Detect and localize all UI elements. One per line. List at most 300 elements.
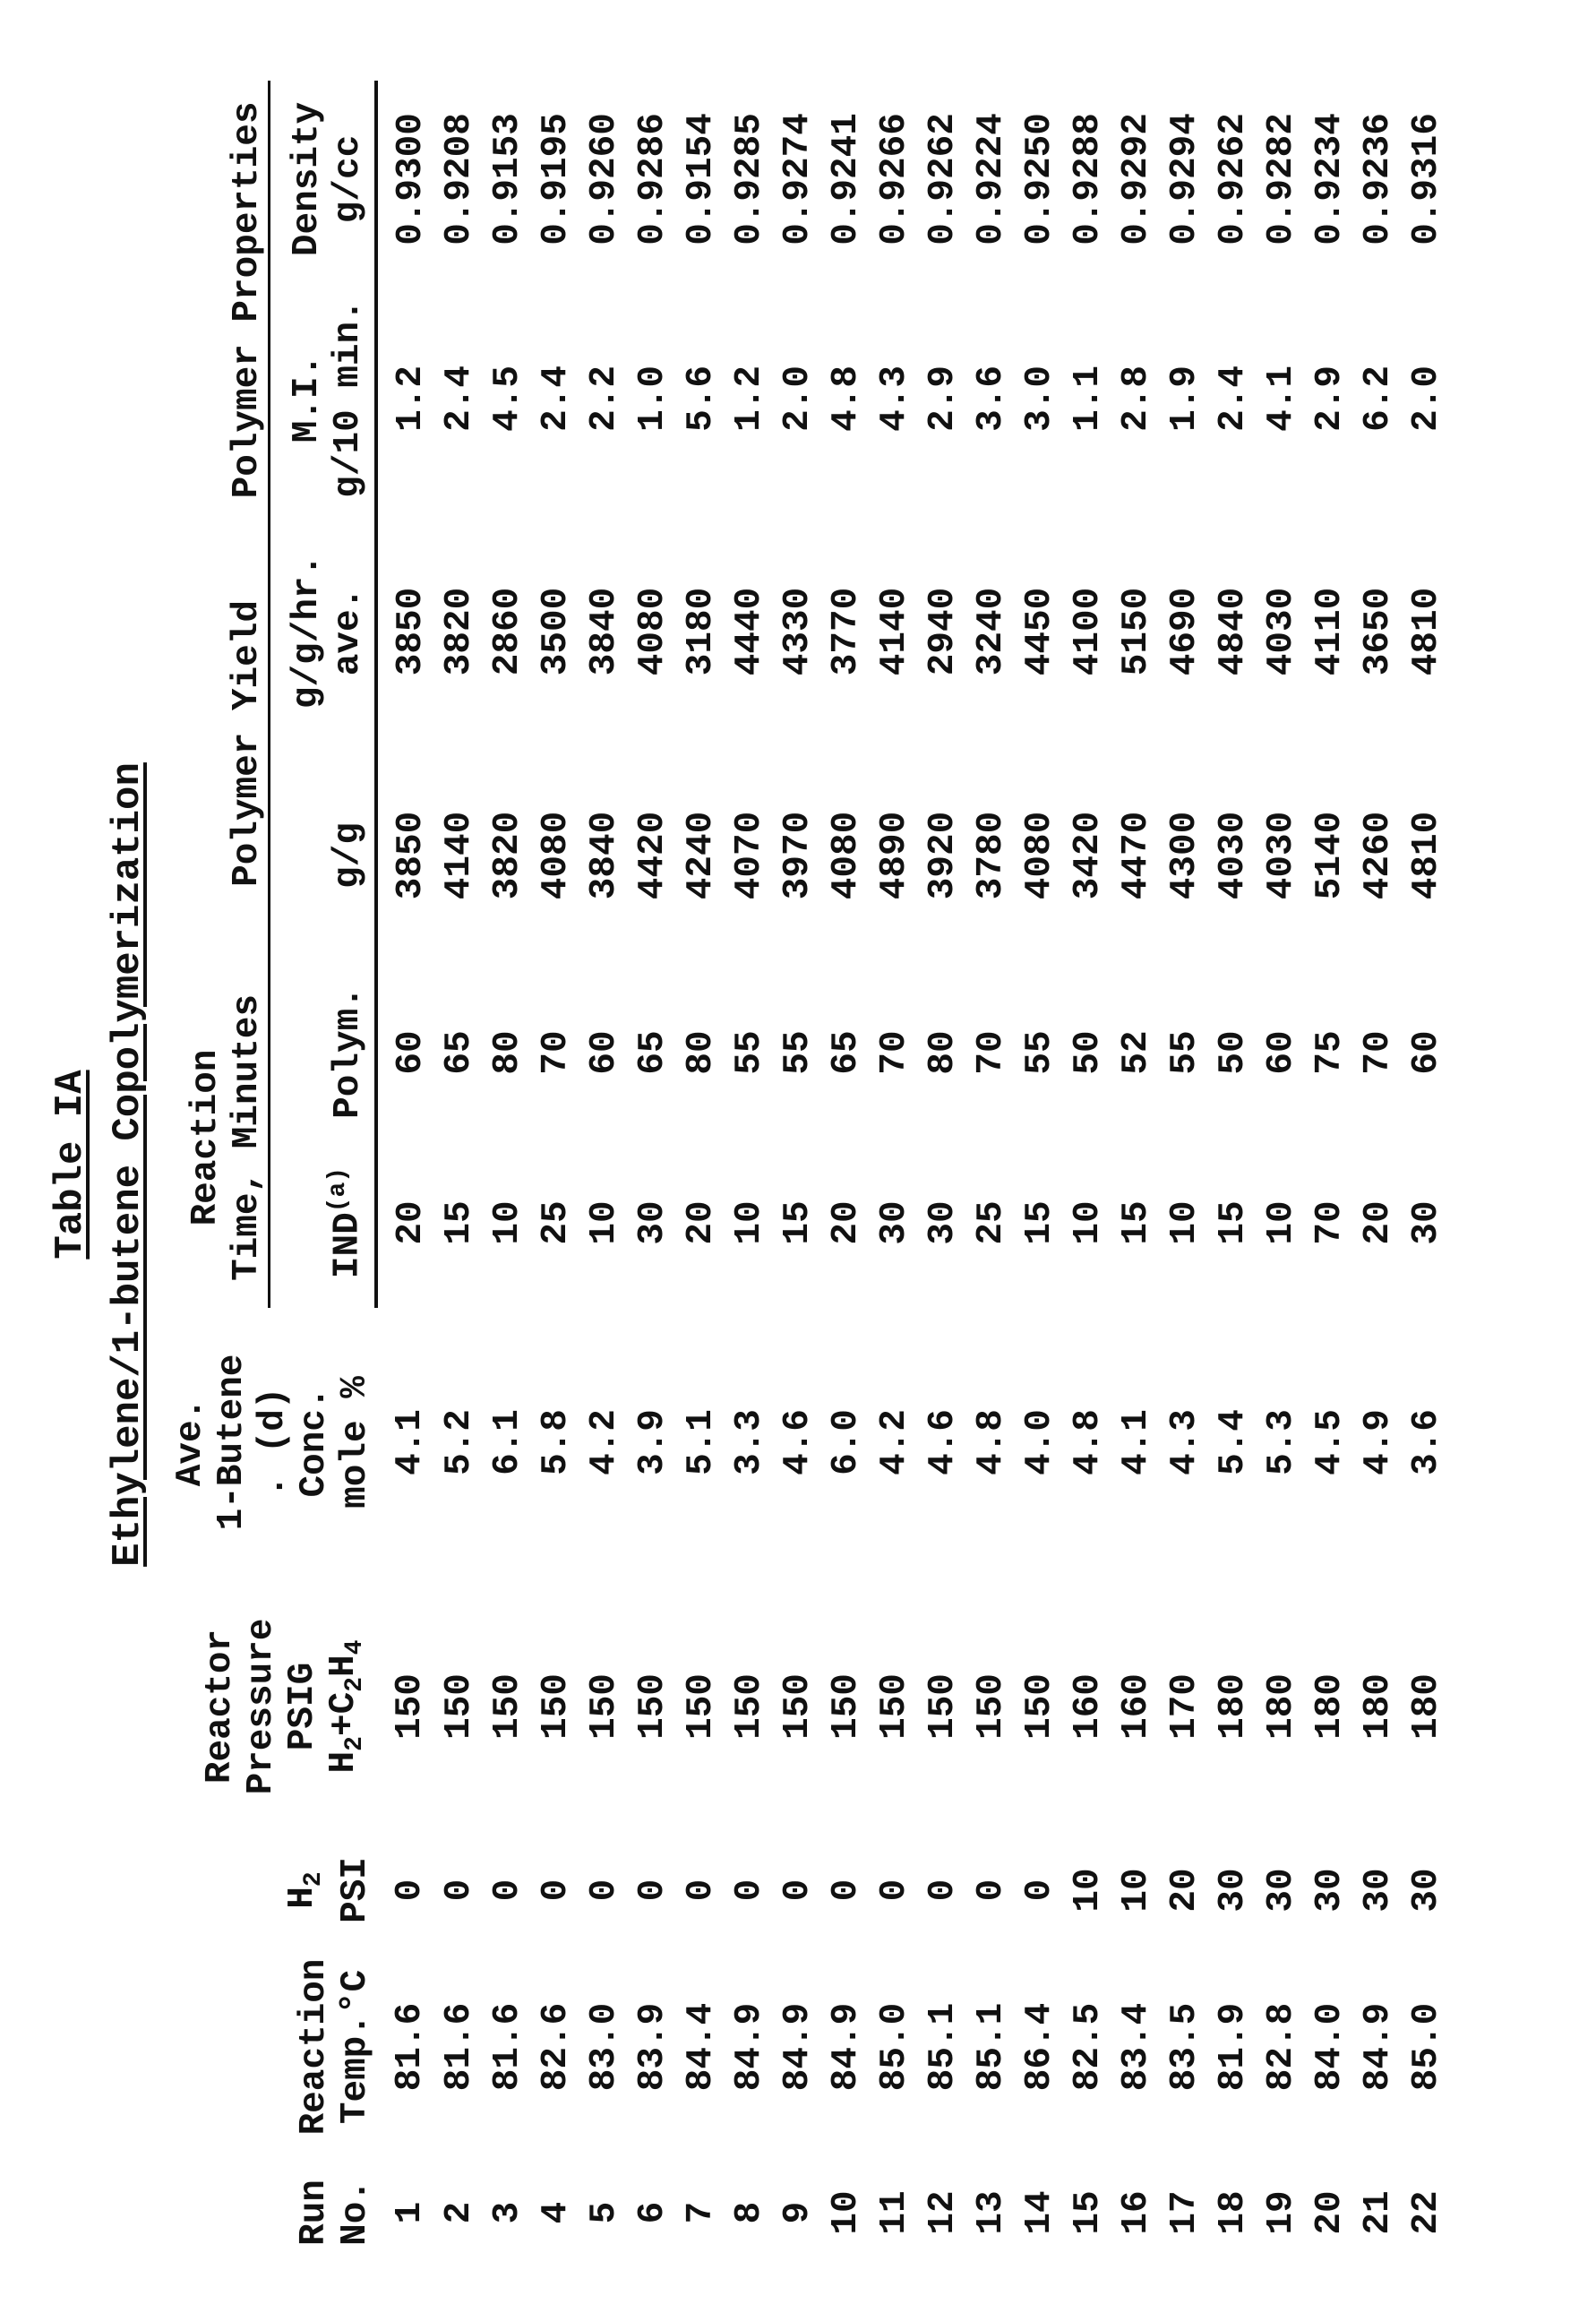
cell-temp: 81.6 [376,1944,435,2150]
cell-polym: 65 [629,967,677,1138]
cell-pressure: 160 [1112,1577,1161,1836]
header-text: Polymer Properties [227,81,270,520]
cell-h2: 0 [629,1836,677,1944]
cell-mi: 1.2 [376,278,435,520]
cell-h2: 30 [1354,1836,1403,1944]
cell-conc: 3.3 [725,1308,774,1577]
header-text: Reaction [294,1944,335,2150]
cell-density: 0.9224 [967,81,1016,278]
cell-mi: 1.2 [725,278,774,520]
cell-yield-gghr: 3500 [532,520,580,744]
cell-pressure: 150 [725,1577,774,1836]
header-text: (a) [324,1167,352,1212]
cell-h2: 0 [919,1836,967,1944]
cell-mi: 2.8 [1112,278,1161,520]
cell-pressure: 150 [376,1577,435,1836]
cell-temp: 84.4 [677,1944,725,2150]
header-text: 1-Butene [211,1308,253,1577]
cell-temp: 82.8 [1257,1944,1306,2150]
cell-yield-gghr: 3180 [677,520,725,744]
cell-polym: 60 [1257,967,1306,1138]
cell-run: 1 [376,2150,435,2275]
cell-polym: 70 [1354,967,1403,1138]
header-text: Run [294,2150,335,2275]
header-text: Density [287,81,328,278]
header-text: . (d) [253,1308,294,1577]
header-text: 2 [341,1736,369,1751]
table-row [1016,81,1064,2275]
cell-ind: 15 [774,1138,822,1308]
cell-yield-gg: 4030 [1257,744,1306,967]
cell-h2: 10 [1112,1836,1161,1944]
cell-yield-gghr: 4840 [1209,520,1257,744]
cell-mi: 2.0 [1403,278,1451,520]
table-row [967,81,1016,2275]
cell-h2: 0 [532,1836,580,1944]
table-row [1306,81,1354,2275]
cell-run: 3 [484,2150,532,2275]
header-text: mole % [335,1308,376,1577]
cell-mi: 2.0 [774,278,822,520]
cell-yield-gghr: 4030 [1257,520,1306,744]
cell-yield-gghr: 4690 [1161,520,1209,744]
cell-pressure: 150 [484,1577,532,1836]
cell-conc: 6.1 [484,1308,532,1577]
table-row [1209,81,1257,2275]
cell-density: 0.9234 [1306,81,1354,278]
header-text: Pressure [241,1577,282,1836]
cell-yield-gg: 4240 [677,744,725,967]
cell-yield-gg: 5140 [1306,744,1354,967]
cell-polym: 50 [1064,967,1112,1138]
cell-density: 0.9294 [1161,81,1209,278]
cell-yield-gghr: 4110 [1306,520,1354,744]
table-row [822,81,871,2275]
cell-polym: 55 [774,967,822,1138]
cell-yield-gghr: 3840 [580,520,629,744]
cell-mi: 2.4 [435,278,484,520]
cell-yield-gg: 3850 [376,744,435,967]
cell-mi: 3.6 [967,278,1016,520]
cell-polym: 55 [725,967,774,1138]
cell-mi: 2.2 [580,278,629,520]
cell-h2: 10 [1064,1836,1112,1944]
cell-conc: 4.5 [1306,1308,1354,1577]
cell-yield-gg: 4420 [629,744,677,967]
cell-ind: 20 [1354,1138,1403,1308]
cell-h2: 0 [967,1836,1016,1944]
table-row [376,81,435,2275]
cell-run: 19 [1257,2150,1306,2275]
cell-yield-gg: 4300 [1161,744,1209,967]
cell-run: 13 [967,2150,1016,2275]
cell-temp: 82.6 [532,1944,580,2150]
cell-yield-gghr: 3240 [967,520,1016,744]
cell-conc: 4.1 [1112,1308,1161,1577]
cell-temp: 86.4 [1016,1944,1064,2150]
cell-polym: 50 [1209,967,1257,1138]
cell-run: 8 [725,2150,774,2275]
cell-polym: 65 [435,967,484,1138]
cell-polym: 80 [919,967,967,1138]
cell-mi: 2.4 [532,278,580,520]
cell-yield-gg: 3420 [1064,744,1112,967]
cell-pressure: 180 [1306,1577,1354,1836]
cell-ind: 10 [1257,1138,1306,1308]
table-row [1161,81,1209,2275]
cell-mi: 2.4 [1209,278,1257,520]
table-title [48,54,93,2275]
cell-yield-gghr: 4440 [725,520,774,744]
cell-polym: 70 [871,967,919,1138]
cell-conc: 4.2 [871,1308,919,1577]
cell-temp: 84.9 [1354,1944,1403,2150]
rotated-table-page [36,54,1576,2275]
cell-yield-gg: 3840 [580,744,629,967]
table-row [1403,81,1451,2275]
header-time-group [170,967,270,1308]
cell-run: 14 [1016,2150,1064,2275]
cell-pressure: 180 [1403,1577,1451,1836]
cell-pressure: 180 [1354,1577,1403,1836]
cell-run: 20 [1306,2150,1354,2275]
header-text: Polymer Yield [227,520,270,967]
cell-h2: 0 [580,1836,629,1944]
cell-conc: 4.0 [1016,1308,1064,1577]
cell-temp: 85.1 [967,1944,1016,2150]
header-text [323,1577,376,1836]
cell-density: 0.9262 [1209,81,1257,278]
table-row [580,81,629,2275]
cell-mi: 1.1 [1064,278,1112,520]
cell-h2: 0 [822,1836,871,1944]
cell-run: 6 [629,2150,677,2275]
cell-run: 10 [822,2150,871,2275]
cell-conc: 4.3 [1161,1308,1209,1577]
header-text: 4 [341,1640,369,1655]
header-text: PSI [335,1836,376,1944]
table-row [774,81,822,2275]
header-text: PSIG [282,1577,323,1836]
cell-density: 0.9282 [1257,81,1306,278]
cell-conc: 5.3 [1257,1308,1306,1577]
cell-density: 0.9236 [1354,81,1403,278]
cell-conc: 4.6 [774,1308,822,1577]
cell-h2: 30 [1306,1836,1354,1944]
cell-mi: 6.2 [1354,278,1403,520]
cell-temp: 84.9 [774,1944,822,2150]
cell-temp: 84.9 [822,1944,871,2150]
header-text: H [323,1751,365,1774]
cell-pressure: 150 [774,1577,822,1836]
cell-h2: 0 [435,1836,484,1944]
cell-ind: 70 [1306,1138,1354,1308]
cell-h2: 30 [1403,1836,1451,1944]
cell-density: 0.9300 [376,81,435,278]
header-gg: g/g [270,744,376,967]
cell-polym: 70 [967,967,1016,1138]
cell-ind: 10 [580,1138,629,1308]
cell-pressure: 150 [629,1577,677,1836]
cell-temp: 81.9 [1209,1944,1257,2150]
cell-yield-gg: 4080 [532,744,580,967]
cell-pressure: 170 [1161,1577,1209,1836]
table-row [871,81,919,2275]
cell-ind: 30 [629,1138,677,1308]
cell-yield-gg: 4260 [1354,744,1403,967]
table-row [725,81,774,2275]
cell-h2: 0 [871,1836,919,1944]
header-ind [270,1138,376,1308]
header-text: g/10 min. [328,278,369,520]
cell-h2: 0 [774,1836,822,1944]
cell-conc: 5.2 [435,1308,484,1577]
cell-ind: 15 [435,1138,484,1308]
cell-run: 4 [532,2150,580,2275]
cell-yield-gg: 4030 [1209,744,1257,967]
cell-yield-gg: 4470 [1112,744,1161,967]
cell-run: 15 [1064,2150,1112,2275]
table-row [1112,81,1161,2275]
cell-yield-gghr: 3770 [822,520,871,744]
cell-yield-gghr: 4080 [629,520,677,744]
cell-density: 0.9274 [774,81,822,278]
cell-polym: 60 [376,967,435,1138]
header-text: 2 [300,1871,328,1887]
cell-ind: 10 [484,1138,532,1308]
cell-ind: 30 [871,1138,919,1308]
cell-polym: 55 [1016,967,1064,1138]
cell-conc: 6.0 [822,1308,871,1577]
table-row [435,81,484,2275]
cell-run: 12 [919,2150,967,2275]
header-text: ave. [328,520,369,744]
cell-temp: 83.0 [580,1944,629,2150]
cell-pressure: 150 [967,1577,1016,1836]
header-text: H [282,1887,323,1909]
cell-h2: 0 [1016,1836,1064,1944]
cell-ind: 25 [532,1138,580,1308]
header-text: Time, Minutes [227,967,270,1308]
header-yield-group [170,520,270,967]
cell-ind: 15 [1209,1138,1257,1308]
cell-h2: 0 [484,1836,532,1944]
table-row [629,81,677,2275]
cell-pressure: 150 [919,1577,967,1836]
table-row [1257,81,1306,2275]
cell-h2: 30 [1209,1836,1257,1944]
cell-temp: 83.5 [1161,1944,1209,2150]
header-text: IND [328,1212,369,1278]
cell-conc: 3.9 [629,1308,677,1577]
cell-mi: 3.0 [1016,278,1064,520]
cell-pressure: 160 [1064,1577,1112,1836]
cell-density: 0.9316 [1403,81,1451,278]
cell-yield-gg: 4140 [435,744,484,967]
header-text: Conc. [294,1308,335,1577]
header-text: No. [335,2150,376,2275]
cell-yield-gghr: 2940 [919,520,967,744]
cell-h2: 0 [677,1836,725,1944]
cell-yield-gghr: 3820 [435,520,484,744]
table-row [677,81,725,2275]
cell-polym: 65 [822,967,871,1138]
cell-run: 17 [1161,2150,1209,2275]
cell-mi: 2.9 [1306,278,1354,520]
cell-conc: 5.8 [532,1308,580,1577]
cell-h2: 30 [1257,1836,1306,1944]
cell-run: 5 [580,2150,629,2275]
table-row [1064,81,1112,2275]
cell-run: 2 [435,2150,484,2275]
cell-mi: 2.9 [919,278,967,520]
cell-yield-gg: 4080 [1016,744,1064,967]
cell-run: 16 [1112,2150,1161,2275]
cell-yield-gghr: 4450 [1016,520,1064,744]
cell-density: 0.9154 [677,81,725,278]
cell-pressure: 150 [822,1577,871,1836]
cell-temp: 84.0 [1306,1944,1354,2150]
cell-density: 0.9292 [1112,81,1161,278]
header-text [282,1836,335,1944]
table-body [376,81,1451,2275]
cell-polym: 75 [1306,967,1354,1138]
cell-mi: 1.0 [629,278,677,520]
header-text: g/cc [328,81,369,278]
cell-mi: 4.8 [822,278,871,520]
header-mi [270,278,376,520]
cell-run: 9 [774,2150,822,2275]
cell-run: 21 [1354,2150,1403,2275]
cell-temp: 85.0 [871,1944,919,2150]
cell-mi: 4.1 [1257,278,1306,520]
header-conc [170,1308,376,1577]
header-text: g/g/hr. [287,520,328,744]
cell-temp: 82.5 [1064,1944,1112,2150]
cell-temp: 81.6 [484,1944,532,2150]
cell-polym: 55 [1161,967,1209,1138]
cell-yield-gghr: 5150 [1112,520,1161,744]
cell-run: 7 [677,2150,725,2275]
cell-conc: 4.8 [1064,1308,1112,1577]
header-gghr [270,520,376,744]
cell-conc: 4.6 [919,1308,967,1577]
cell-yield-gg: 4070 [725,744,774,967]
cell-conc: 4.8 [967,1308,1016,1577]
table-subtitle [106,54,150,2275]
cell-polym: 52 [1112,967,1161,1138]
cell-ind: 30 [919,1138,967,1308]
cell-pressure: 150 [1016,1577,1064,1836]
cell-pressure: 180 [1257,1577,1306,1836]
cell-density: 0.9250 [1016,81,1064,278]
cell-temp: 85.1 [919,1944,967,2150]
cell-temp: 83.9 [629,1944,677,2150]
copolymerization-table [170,81,1451,2275]
cell-temp: 83.4 [1112,1944,1161,2150]
cell-density: 0.9260 [580,81,629,278]
cell-conc: 5.1 [677,1308,725,1577]
header-polym: Polym. [270,967,376,1138]
cell-yield-gghr: 3850 [376,520,435,744]
cell-polym: 80 [484,967,532,1138]
cell-density: 0.9288 [1064,81,1112,278]
table-row [484,81,532,2275]
cell-conc: 4.2 [580,1308,629,1577]
cell-yield-gghr: 4140 [871,520,919,744]
cell-mi: 4.3 [871,278,919,520]
cell-h2: 20 [1161,1836,1209,1944]
cell-yield-gg: 3970 [774,744,822,967]
cell-conc: 3.6 [1403,1308,1451,1577]
cell-ind: 15 [1112,1138,1161,1308]
table-row [532,81,580,2275]
header-text: Reactor [200,1577,241,1836]
cell-yield-gghr: 2860 [484,520,532,744]
header-text: Temp.°C [335,1944,376,2150]
cell-h2: 0 [376,1836,435,1944]
cell-pressure: 150 [435,1577,484,1836]
cell-h2: 0 [725,1836,774,1944]
table-title-text: Table IA [48,1070,93,1259]
table-subtitle-text: Ethylene/1-butene Copolymerization [106,762,150,1567]
cell-polym: 80 [677,967,725,1138]
header-text: 2 [341,1677,369,1692]
cell-yield-gghr: 4100 [1064,520,1112,744]
header-temp [170,1944,376,2150]
header-text: H [323,1655,365,1677]
cell-pressure: 150 [580,1577,629,1836]
cell-yield-gghr: 3650 [1354,520,1403,744]
cell-yield-gghr: 4810 [1403,520,1451,744]
cell-pressure: 150 [677,1577,725,1836]
cell-ind: 20 [677,1138,725,1308]
cell-yield-gg: 4810 [1403,744,1451,967]
cell-yield-gg: 3780 [967,744,1016,967]
cell-density: 0.9285 [725,81,774,278]
header-text: M.I. [287,278,328,520]
header-text: +C [323,1692,365,1736]
cell-yield-gg: 4890 [871,744,919,967]
cell-density: 0.9262 [919,81,967,278]
header-density [270,81,376,278]
cell-ind: 20 [822,1138,871,1308]
cell-density: 0.9266 [871,81,919,278]
cell-ind: 20 [376,1138,435,1308]
cell-pressure: 150 [871,1577,919,1836]
cell-density: 0.9195 [532,81,580,278]
cell-polym: 60 [580,967,629,1138]
header-h2 [170,1836,376,1944]
cell-run: 18 [1209,2150,1257,2275]
cell-density: 0.9153 [484,81,532,278]
cell-temp: 85.0 [1403,1944,1451,2150]
cell-yield-gg: 3820 [484,744,532,967]
cell-polym: 70 [532,967,580,1138]
cell-pressure: 150 [532,1577,580,1836]
header-pressure [170,1577,376,1836]
cell-density: 0.9208 [435,81,484,278]
cell-ind: 10 [725,1138,774,1308]
header-run [170,2150,376,2275]
cell-mi: 4.5 [484,278,532,520]
cell-density: 0.9286 [629,81,677,278]
cell-run: 11 [871,2150,919,2275]
cell-yield-gg: 3920 [919,744,967,967]
cell-pressure: 180 [1209,1577,1257,1836]
cell-yield-gghr: 4330 [774,520,822,744]
cell-polym: 60 [1403,967,1451,1138]
